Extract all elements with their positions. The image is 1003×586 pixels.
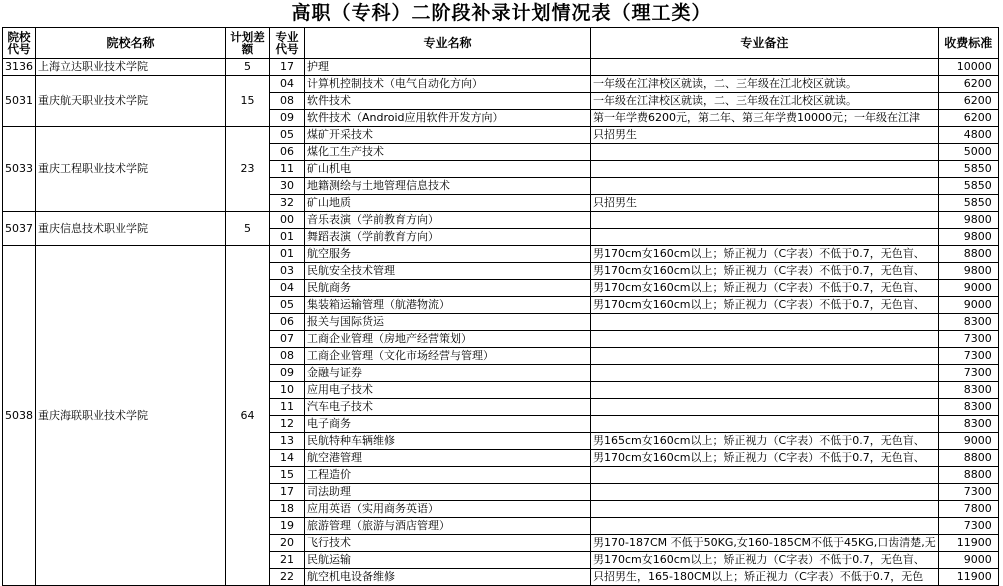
major-code-cell: 03 xyxy=(270,263,305,280)
major-note-cell xyxy=(591,416,939,433)
col-header-fee: 收费标准 xyxy=(938,28,998,59)
major-name-cell: 汽车电子技术 xyxy=(305,399,591,416)
major-code-cell: 04 xyxy=(270,76,305,93)
plan-gap-cell: 5 xyxy=(226,212,270,246)
fee-cell: 5850 xyxy=(938,195,998,212)
major-name-cell: 矿山地质 xyxy=(305,195,591,212)
fee-cell: 7300 xyxy=(938,518,998,535)
major-note-cell xyxy=(591,314,939,331)
fee-cell: 7300 xyxy=(938,348,998,365)
major-code-cell: 11 xyxy=(270,161,305,178)
fee-cell: 9800 xyxy=(938,263,998,280)
major-code-cell: 09 xyxy=(270,365,305,382)
plan-gap-cell: 23 xyxy=(226,127,270,212)
fee-cell: 9000 xyxy=(938,433,998,450)
col-header-major-code: 专业代号 xyxy=(270,28,305,59)
major-note-cell: 只招男生 xyxy=(591,127,939,144)
table-row xyxy=(3,246,999,263)
major-name-cell: 软件技术（Android应用软件开发方向） xyxy=(305,110,591,127)
major-code-cell: 13 xyxy=(270,433,305,450)
major-name-cell: 工商企业管理（房地产经营策划） xyxy=(305,331,591,348)
major-note-cell xyxy=(591,501,939,518)
major-note-cell: 一年级在江津校区就读，二、三年级在江北校区就读。 xyxy=(591,93,939,110)
major-code-cell: 08 xyxy=(270,93,305,110)
major-name-cell: 软件技术 xyxy=(305,93,591,110)
table-row xyxy=(3,59,999,76)
school-name-cell: 重庆海联职业技术学院 xyxy=(36,246,226,586)
major-code-cell: 08 xyxy=(270,348,305,365)
fee-cell: 6200 xyxy=(938,93,998,110)
major-name-cell: 煤矿开采技术 xyxy=(305,127,591,144)
school-code-cell: 3136 xyxy=(3,59,36,76)
major-note-cell: 男170cm女160cm以上；矫正视力（C字表）不低于0.7，无色盲、 xyxy=(591,263,939,280)
major-code-cell: 01 xyxy=(270,229,305,246)
fee-cell: 11900 xyxy=(938,535,998,552)
major-code-cell: 05 xyxy=(270,297,305,314)
col-header-major: 专业名称 xyxy=(305,28,591,59)
major-note-cell: 只招男生，165-180CM以上；矫正视力（C字表）不低于0.7，无色 xyxy=(591,569,939,586)
major-note-cell xyxy=(591,178,939,195)
fee-cell: 7300 xyxy=(938,365,998,382)
major-code-cell: 17 xyxy=(270,484,305,501)
fee-cell: 9000 xyxy=(938,297,998,314)
plan-gap-cell: 5 xyxy=(226,59,270,76)
fee-cell: 5850 xyxy=(938,178,998,195)
major-note-cell xyxy=(591,331,939,348)
major-name-cell: 民航特种车辆维修 xyxy=(305,433,591,450)
school-code-cell: 5031 xyxy=(3,76,36,127)
fee-cell: 7300 xyxy=(938,484,998,501)
major-name-cell: 报关与国际货运 xyxy=(305,314,591,331)
major-name-cell: 旅游管理（旅游与酒店管理） xyxy=(305,518,591,535)
table-row xyxy=(3,212,999,229)
fee-cell: 11900 xyxy=(938,569,998,586)
major-code-cell: 06 xyxy=(270,314,305,331)
major-name-cell: 航空机电设备维修 xyxy=(305,569,591,586)
school-code-cell: 5037 xyxy=(3,212,36,246)
col-header-note: 专业备注 xyxy=(591,28,939,59)
major-code-cell: 21 xyxy=(270,552,305,569)
major-note-cell: 男170-187CM 不低于50KG,女160-185CM不低于45KG,口齿清楚,无 xyxy=(591,535,939,552)
major-code-cell: 20 xyxy=(270,535,305,552)
major-name-cell: 计算机控制技术（电气自动化方向） xyxy=(305,76,591,93)
fee-cell: 8300 xyxy=(938,382,998,399)
major-code-cell: 12 xyxy=(270,416,305,433)
major-name-cell: 电子商务 xyxy=(305,416,591,433)
fee-cell: 7800 xyxy=(938,501,998,518)
major-code-cell: 18 xyxy=(270,501,305,518)
major-note-cell: 第一年学费6200元，第二年、第三年学费10000元；一年级在江津 xyxy=(591,110,939,127)
col-header-code: 院校代号 xyxy=(3,28,36,59)
school-name-cell: 重庆工程职业技术学院 xyxy=(36,127,226,212)
major-name-cell: 音乐表演（学前教育方向） xyxy=(305,212,591,229)
major-name-cell: 飞行技术 xyxy=(305,535,591,552)
major-note-cell: 只招男生 xyxy=(591,195,939,212)
major-note-cell: 一年级在江津校区就读，二、三年级在江北校区就读。 xyxy=(591,76,939,93)
major-note-cell: 男170cm女160cm以上；矫正视力（C字表）不低于0.7，无色盲、 xyxy=(591,552,939,569)
major-code-cell: 09 xyxy=(270,110,305,127)
major-note-cell: 男170cm女160cm以上；矫正视力（C字表）不低于0.7，无色盲、 xyxy=(591,246,939,263)
fee-cell: 6200 xyxy=(938,76,998,93)
school-name-cell: 上海立达职业技术学院 xyxy=(36,59,226,76)
major-name-cell: 金融与证券 xyxy=(305,365,591,382)
major-name-cell: 工程造价 xyxy=(305,467,591,484)
fee-cell: 5850 xyxy=(938,161,998,178)
major-note-cell xyxy=(591,229,939,246)
fee-cell: 10000 xyxy=(938,59,998,76)
major-name-cell: 司法助理 xyxy=(305,484,591,501)
major-note-cell xyxy=(591,59,939,76)
fee-cell: 4800 xyxy=(938,127,998,144)
table-row xyxy=(3,127,999,144)
major-code-cell: 11 xyxy=(270,399,305,416)
fee-cell: 8800 xyxy=(938,450,998,467)
fee-cell: 9800 xyxy=(938,212,998,229)
fee-cell: 7300 xyxy=(938,331,998,348)
table-body xyxy=(3,59,999,586)
col-header-school: 院校名称 xyxy=(36,28,226,59)
major-name-cell: 民航安全技术管理 xyxy=(305,263,591,280)
major-note-cell xyxy=(591,161,939,178)
major-name-cell: 舞蹈表演（学前教育方向） xyxy=(305,229,591,246)
major-name-cell: 航空服务 xyxy=(305,246,591,263)
major-code-cell: 19 xyxy=(270,518,305,535)
major-name-cell: 煤化工生产技术 xyxy=(305,144,591,161)
major-code-cell: 05 xyxy=(270,127,305,144)
major-name-cell: 矿山机电 xyxy=(305,161,591,178)
school-name-cell: 重庆信息技术职业学院 xyxy=(36,212,226,246)
major-code-cell: 22 xyxy=(270,569,305,586)
school-name-cell: 重庆航天职业技术学院 xyxy=(36,76,226,127)
major-code-cell: 06 xyxy=(270,144,305,161)
col-header-plan: 计划差额 xyxy=(226,28,270,59)
table-row xyxy=(3,76,999,93)
major-note-cell: 男170cm女160cm以上；矫正视力（C字表）不低于0.7，无色盲、 xyxy=(591,450,939,467)
major-code-cell: 15 xyxy=(270,467,305,484)
fee-cell: 8800 xyxy=(938,467,998,484)
major-code-cell: 14 xyxy=(270,450,305,467)
major-code-cell: 30 xyxy=(270,178,305,195)
plan-table xyxy=(2,27,999,586)
fee-cell: 5000 xyxy=(938,144,998,161)
major-note-cell: 男170cm女160cm以上；矫正视力（C字表）不低于0.7，无色盲、 xyxy=(591,280,939,297)
major-note-cell xyxy=(591,399,939,416)
major-name-cell: 应用英语（实用商务英语） xyxy=(305,501,591,518)
fee-cell: 6200 xyxy=(938,110,998,127)
major-note-cell xyxy=(591,518,939,535)
major-name-cell: 民航运输 xyxy=(305,552,591,569)
fee-cell: 9000 xyxy=(938,552,998,569)
fee-cell: 8300 xyxy=(938,314,998,331)
major-name-cell: 民航商务 xyxy=(305,280,591,297)
page-title: 高职（专科）二阶段补录计划情况表（理工类） xyxy=(291,2,712,24)
fee-cell: 8800 xyxy=(938,246,998,263)
major-note-cell xyxy=(591,348,939,365)
fee-cell: 9000 xyxy=(938,280,998,297)
major-name-cell: 集装箱运输管理（航港物流） xyxy=(305,297,591,314)
major-code-cell: 10 xyxy=(270,382,305,399)
major-note-cell: 男170cm女160cm以上；矫正视力（C字表）不低于0.7，无色盲、 xyxy=(591,297,939,314)
major-code-cell: 17 xyxy=(270,59,305,76)
plan-gap-cell: 64 xyxy=(226,246,270,586)
fee-cell: 8300 xyxy=(938,416,998,433)
major-code-cell: 01 xyxy=(270,246,305,263)
school-code-cell: 5033 xyxy=(3,127,36,212)
school-code-cell: 5038 xyxy=(3,246,36,586)
major-note-cell xyxy=(591,365,939,382)
major-code-cell: 00 xyxy=(270,212,305,229)
major-note-cell: 男165cm女160cm以上；矫正视力（C字表）不低于0.7，无色盲、 xyxy=(591,433,939,450)
major-name-cell: 工商企业管理（文化市场经营与管理） xyxy=(305,348,591,365)
fee-cell: 8300 xyxy=(938,399,998,416)
major-name-cell: 航空港管理 xyxy=(305,450,591,467)
major-note-cell xyxy=(591,212,939,229)
major-note-cell xyxy=(591,467,939,484)
major-name-cell: 护理 xyxy=(305,59,591,76)
major-code-cell: 32 xyxy=(270,195,305,212)
major-name-cell: 应用电子技术 xyxy=(305,382,591,399)
major-name-cell: 地籍测绘与土地管理信息技术 xyxy=(305,178,591,195)
fee-cell: 9800 xyxy=(938,229,998,246)
major-code-cell: 07 xyxy=(270,331,305,348)
major-note-cell xyxy=(591,382,939,399)
major-note-cell xyxy=(591,484,939,501)
major-note-cell xyxy=(591,144,939,161)
header-row xyxy=(3,28,999,59)
major-code-cell: 04 xyxy=(270,280,305,297)
plan-gap-cell: 15 xyxy=(226,76,270,127)
